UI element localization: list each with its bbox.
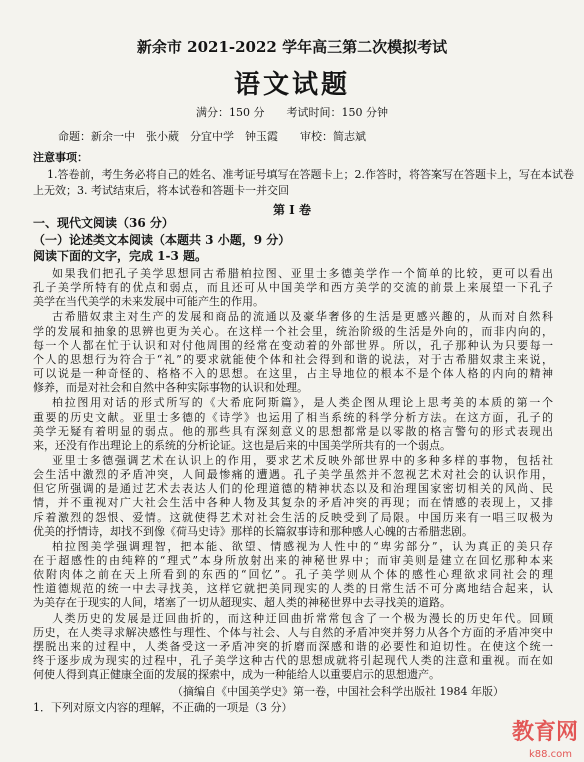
passage-line: 终于逐步成为现实的过程中，孔子美学这种古代的思想成就将引起现代人类的注意和重视。而在如: [33, 654, 553, 667]
passage-line: 性道德规范的统一中去寻找美，这样它就把美同现实的人类的日常生活不可分离地结合起来，认: [33, 582, 553, 596]
passage-line: 美学在当代美学的未来发展中可能产生的作用。: [33, 295, 264, 309]
notes-line-1: 1.答卷前，考生务必将自己的姓名、准考证号填写在答题卡上；2.作答时，将答案写在答题卡上，写在本试卷: [47, 168, 574, 181]
section-instruction: 阅读下面的文字，完成 1-3 题。: [33, 249, 208, 263]
passage-line: 优美的抒情诗，却找不到像《荷马史诗》那样的长篇叙事诗和那种感人心魄的古希腊悲剧。: [33, 524, 473, 538]
passage-line: 重要的历史文献。亚里士多德的《诗学》也运用了相当系统的科学分析方法。在这方面，孔子的: [33, 410, 553, 424]
section-subtitle: （一）论述类文本阅读（本题共 3 小题，9 分）: [33, 233, 291, 247]
passage-line: 历史，在人类寻求解决感性与理性、个体与社会、人与自然的矛盾冲突并努力从各个方面的矛盾冲突中: [33, 625, 553, 639]
passage-line: 亚里士多德强调艺术在认识上的作用，要求艺术反映外部世界中的多种多样的事物，包括社: [52, 453, 553, 467]
section-title: 一、现代文阅读（36 分）: [33, 216, 174, 230]
passage-line: 如果我们把孔子美学思想同古希腊柏拉图、亚里士多德美学作一个简单的比较，更可以看出: [52, 267, 553, 280]
notes-heading: 注意事项：: [33, 151, 88, 164]
passage-line: 会生活中激烈的矛盾冲突，人间最惨痛的遭遇。孔子美学虽然并不忽视艺术对社会的认识作用，: [33, 468, 553, 482]
passage-line: 人类历史的发展是迂回曲折的，而这种迂回曲折常常包含了一个极为漫长的历史年代。回顾: [52, 611, 553, 625]
passage-line: 依附肉体之前在天上所看到的东西的“回忆”。孔子美学则从个体的感性心理欲求同社会的理: [33, 568, 553, 582]
passage-line: 修养，而是对社会和自然中各种实际事物的认识和处理。: [33, 381, 308, 395]
passage-line: 但它所强调的是通过艺术去表达人们的伦理道德的精神状态以及和治理国家密切相关的风尚、民: [33, 482, 553, 496]
passage-line: 在于超感性的由纯粹的“理式”本身所放射出来的神秘世界中；而审美则是建立在回忆那种本来: [33, 554, 553, 567]
passage-line: 斥着激烈的怨恨、爱情。这就使得艺术对社会生活的反映受到了局限。中国历来有一唱三叹极为: [33, 510, 553, 524]
exam-meta: 满分：150 分 考试时间：150 分钟: [196, 106, 388, 119]
passage-line: 学的发展和抽象的思辨也更为关心。在这样一个社会里，统治阶级的生活是外向的，而非内向的，: [33, 324, 553, 338]
exam-title: 新余市 2021-2022 学年高三第二次模拟考试: [136, 38, 448, 56]
passage-line: 来，还没有作出理论上的系统的分析论证。这也是后来的中国美学所共有的一个弱点。: [33, 438, 451, 452]
volume-label: 第 I 卷: [273, 203, 311, 217]
passage-line: 柏拉图用对话的形式所写的《大希庇阿斯篇》，是人类企图从理论上思考美的本质的第一个: [52, 396, 553, 410]
source-citation: （摘编自《中国美学史》第一卷，中国社会科学出版社 1984 年版）: [172, 685, 504, 699]
passage-line: 可以说是一种奇怪的、格格不入的思想。在这里，占主导地位的根本不是个体人格的内向的精神: [33, 367, 553, 380]
passage-line: 个人的思想行为符合于“礼”的要求就能使个体和社会得到和谐的说法，对于古希腊奴隶主来说，: [33, 352, 553, 366]
watermark-brand: 教育网: [511, 720, 578, 745]
passage-line: 古希腊奴隶主对生产的发展和商品的流通以及豪华奢侈的生活是更感兴趣的，从而对自然科: [52, 310, 553, 324]
passage-line: 柏拉图美学强调理智，把本能、欲望、情感视为人性中的“卑劣部分”，认为真正的美只存: [52, 539, 553, 553]
watermark-url: k88.com: [528, 749, 572, 760]
passage-line: 摆脱出来的过程中，人类备受这一矛盾冲突的折磨而深感和谐的必要性和迫切性。在使这个统一: [33, 639, 553, 653]
question-1: 1．下列对原文内容的理解，不正确的一项是（3 分）: [33, 701, 293, 715]
notes-line-2: 上无效；3. 考试结束后，将本试卷和答题卡一并交回: [33, 184, 289, 197]
passage-line: 情，并不重视对广大社会生活中各种人物及其复杂的矛盾冲突的再现；而在情感的表现上，又排: [33, 496, 553, 510]
passage-line: 孔子美学所特有的优点和弱点，而且还可从中国美学和西方美学的交流的前景上来展望一下孔子: [33, 281, 553, 295]
passage-line: 每一个人都在忙于认识和对付他周围的经常在变动着的外部世界。所以，孔子那种认为只要每一: [33, 338, 553, 352]
subject-title: 语文试题: [233, 70, 350, 100]
passage-line: 美学无疑有着明显的弱点。他的那些具有深刻意义的思想都常是以零散的格言警句的形式表现出: [33, 424, 553, 438]
passage-line: 为美存在于现实的人间，堵塞了一切从超现实、超人类的神秘世界中去寻找美的道路。: [33, 596, 451, 610]
authors-line: 命题：新余一中 张小葳 分宜中学 钟玉霞 审校：简志斌: [58, 130, 366, 143]
passage-line: 何使人得到真正健康全面的发展的探索中，成为一种能给人以重要启示的思想遗产。: [33, 668, 440, 682]
